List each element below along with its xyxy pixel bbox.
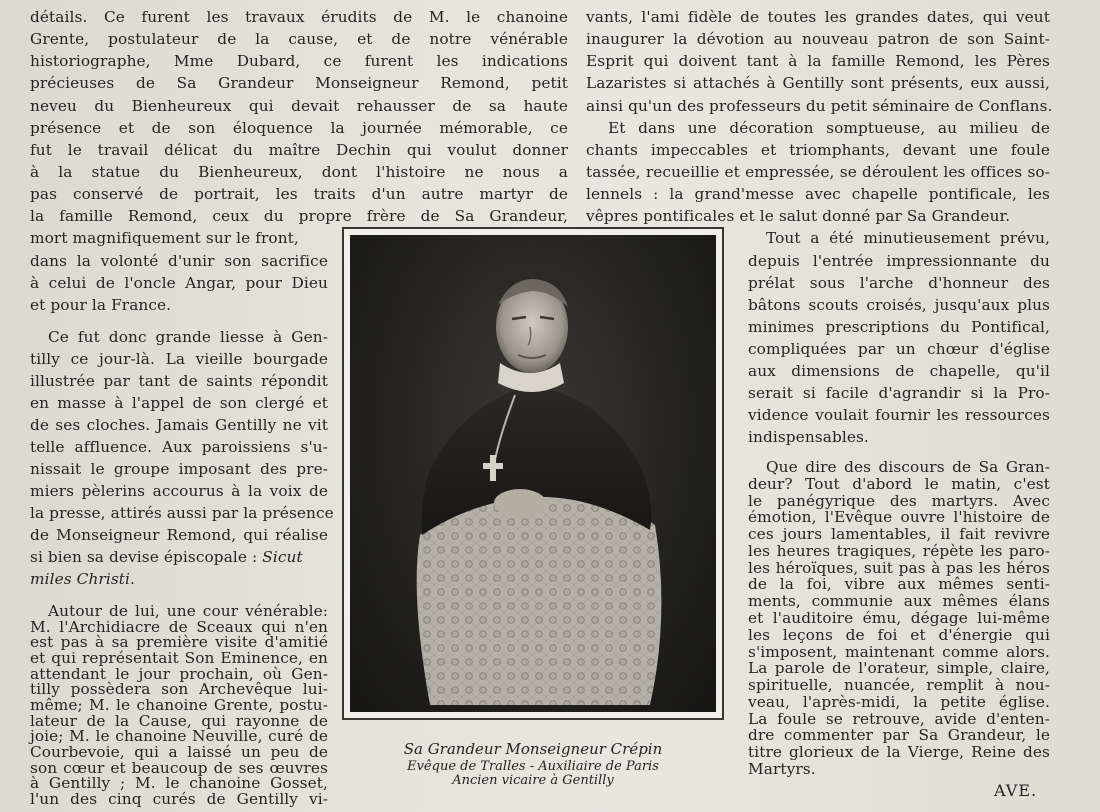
text-line: et qui représentait Son Eminence, en bbox=[30, 649, 328, 667]
text-line: lateur de la Cause, qui rayonne de bbox=[30, 711, 328, 730]
text-line: les héroïques, suit pas à pas les héros bbox=[748, 558, 1050, 577]
text-line: dre commenter par Sa Grandeur, le bbox=[748, 726, 1050, 745]
text-line: vêpres pontificales et le salut donné par Sa Grandeur. bbox=[586, 207, 1011, 225]
text-line: Tout a été minutieusement prévu, bbox=[766, 229, 1050, 247]
text-line: à celui de l'oncle Angar, pour Dieu bbox=[30, 274, 328, 292]
text-line: détails. Ce furent les travaux érudits de M. le chanoine bbox=[30, 8, 568, 26]
text-line: de Monseigneur Remond, qui réalise bbox=[30, 526, 328, 544]
text-line: joie; M. le chanoine Neuville, curé de bbox=[30, 727, 328, 746]
text-fragment: si bien sa devise épiscopale : bbox=[30, 548, 258, 566]
text-line: présence et de son éloquence la journée mémorable, ce bbox=[30, 119, 568, 137]
text-line: bâtons scouts croisés, jusqu'aux plus bbox=[748, 296, 1050, 314]
author-signature: AVE. bbox=[994, 781, 1038, 800]
text-line: Esprit qui doivent tant à la famille Remond, les Pères bbox=[586, 52, 1050, 70]
text-line: fut le travail délicat du maître Dechin qui voulut donner bbox=[30, 141, 568, 159]
text-line: vidence voulait fournir les ressources bbox=[748, 406, 1050, 424]
text-line: Lazaristes si attachés à Gentilly sont présents, eux aussi, bbox=[586, 74, 1050, 92]
text-line: les heures tragiques, répète les paro- bbox=[748, 541, 1050, 560]
text-line: M. l'Archidiacre de Sceaux qui n'en bbox=[30, 617, 328, 636]
text-line: attendant le jour prochain, où Gen- bbox=[30, 664, 328, 683]
text-line: titre glorieux de la Vierge, Reine des bbox=[748, 743, 1050, 762]
text-line: même; M. le chanoine Grente, postu- bbox=[30, 696, 328, 714]
text-line: Martyrs. bbox=[748, 760, 816, 778]
text-line: dans la volonté d'unir son sacrifice bbox=[30, 252, 328, 270]
photo-caption-note: Ancien vicaire à Gentilly bbox=[452, 773, 614, 788]
motto-text: miles Christi bbox=[30, 570, 131, 588]
text-line: Grente, postulateur de la cause, et de notre vénérable bbox=[30, 30, 568, 48]
text-line: prélat sous l'arche d'honneur des bbox=[748, 274, 1050, 292]
text-line: depuis l'entrée impressionnante du bbox=[748, 252, 1050, 270]
text-line: mort magnifiquement sur le front, bbox=[30, 229, 299, 247]
text-line: Ce fut donc grande liesse à Gen- bbox=[48, 328, 328, 346]
text-line: tilly ce jour-là. La vieille bourgade bbox=[30, 350, 328, 368]
text-line: l'un des cinq curés de Gentilly vi- bbox=[30, 790, 328, 808]
bishop-portrait-illustration bbox=[350, 235, 716, 712]
text-line: aux dimensions de chapelle, qu'il bbox=[748, 362, 1050, 380]
text-line: neveu du Bienheureux qui devait rehausser de sa haute bbox=[30, 97, 568, 115]
text-line: son cœur et beaucoup de ses œuvres bbox=[30, 758, 328, 777]
text-line: les leçons de foi et d'énergie qui bbox=[748, 625, 1050, 644]
text-line: La foule se retrouve, avide d'enten- bbox=[748, 709, 1050, 728]
text-line: vants, l'ami fidèle de toutes les grandes dates, qui veut bbox=[586, 8, 1050, 26]
text-line: de la foi, vibre aux mêmes senti- bbox=[748, 575, 1050, 594]
photo-caption-subtitle: Evêque de Tralles - Auxiliaire de Paris bbox=[407, 759, 659, 774]
text-line: veau, l'après-midi, la petite église. bbox=[748, 692, 1050, 711]
text-line: telle affluence. Aux paroissiens s'u- bbox=[30, 438, 328, 456]
text-line: historiographe, Mme Dubard, ce furent les indications bbox=[30, 52, 568, 70]
portrait-image bbox=[350, 235, 716, 712]
text-line: tassée, recueillie et empressée, se déroulent les offices so- bbox=[586, 163, 1050, 181]
text-line: deur? Tout d'abord le matin, c'est bbox=[748, 474, 1050, 493]
text-line: ainsi qu'un des professeurs du petit séminaire de Conflans. bbox=[586, 97, 1053, 115]
text-line: la famille Remond, ceux du propre frère de Sa Grandeur, bbox=[30, 207, 568, 225]
text-line: de ses cloches. Jamais Gentilly ne vit bbox=[30, 416, 328, 434]
text-line bbox=[30, 568, 328, 590]
text-line: le panégyrique des martyrs. Avec bbox=[748, 491, 1050, 510]
photo-caption-title: Sa Grandeur Monseigneur Crépin bbox=[403, 740, 663, 758]
text-line: ments, communie aux mêmes élans bbox=[748, 592, 1050, 611]
text-line: chants impeccables et triomphants, devant une foule bbox=[586, 141, 1050, 159]
text-line: et pour la France. bbox=[30, 296, 172, 314]
text-line: à la statue du Bienheureux, dont l'histoire ne nous a bbox=[30, 163, 568, 181]
text-line: miers pèlerins accourus à la voix de bbox=[30, 482, 328, 500]
text-line: ces jours lamentables, il fait revivre bbox=[748, 525, 1050, 544]
text-line: La parole de l'orateur, simple, claire, bbox=[748, 659, 1050, 678]
text-line: pas conservé de portrait, les traits d'un autre martyr de bbox=[30, 185, 568, 203]
text-line: spirituelle, nuancée, remplit à nou- bbox=[748, 676, 1050, 695]
text-line: s'imposent, maintenant comme alors. bbox=[748, 642, 1050, 661]
text-line: et l'auditoire ému, dégage lui-même bbox=[748, 609, 1050, 627]
text-line: est pas à sa première visite d'amitié bbox=[30, 633, 328, 652]
text-line: minimes prescriptions du Pontifical, bbox=[748, 318, 1050, 336]
text-line: tilly possèdera son Archevêque lui- bbox=[30, 680, 328, 699]
text-line: en masse à l'appel de son clergé et bbox=[30, 394, 328, 412]
text-line: serait si facile d'agrandir si la Pro- bbox=[748, 384, 1050, 402]
text-line: illustrée par tant de saints répondit bbox=[30, 372, 328, 390]
text-line: précieuses de Sa Grandeur Monseigneur Remond, petit bbox=[30, 74, 568, 92]
text-line: émotion, l'Evêque ouvre l'histoire de bbox=[748, 508, 1050, 527]
text-line: inaugurer la dévotion au nouveau patron de son Saint- bbox=[586, 30, 1050, 48]
motto-text: Sicut bbox=[262, 548, 303, 566]
text-line: indispensables. bbox=[748, 428, 869, 446]
text-line: nissait le groupe imposant des pre- bbox=[30, 460, 328, 478]
text-fragment: . bbox=[130, 570, 135, 588]
text-line bbox=[30, 546, 328, 568]
text-line: Autour de lui, une cour vénérable: bbox=[48, 602, 328, 620]
text-line: compliquées par un chœur d'église bbox=[748, 340, 1050, 358]
text-line: Et dans une décoration somptueuse, au milieu de bbox=[608, 119, 1050, 137]
text-line: à Gentilly ; M. le chanoine Gosset, bbox=[30, 774, 328, 793]
text-line: Courbevoie, qui a laissé un peu de bbox=[30, 743, 328, 761]
portrait-photo bbox=[342, 227, 724, 720]
text-line: Que dire des discours de Sa Gran- bbox=[766, 458, 1050, 476]
text-line: lennels : la grand'messe avec chapelle pontificale, les bbox=[586, 185, 1050, 203]
text-line: la presse, attirés aussi par la présence bbox=[30, 504, 334, 522]
